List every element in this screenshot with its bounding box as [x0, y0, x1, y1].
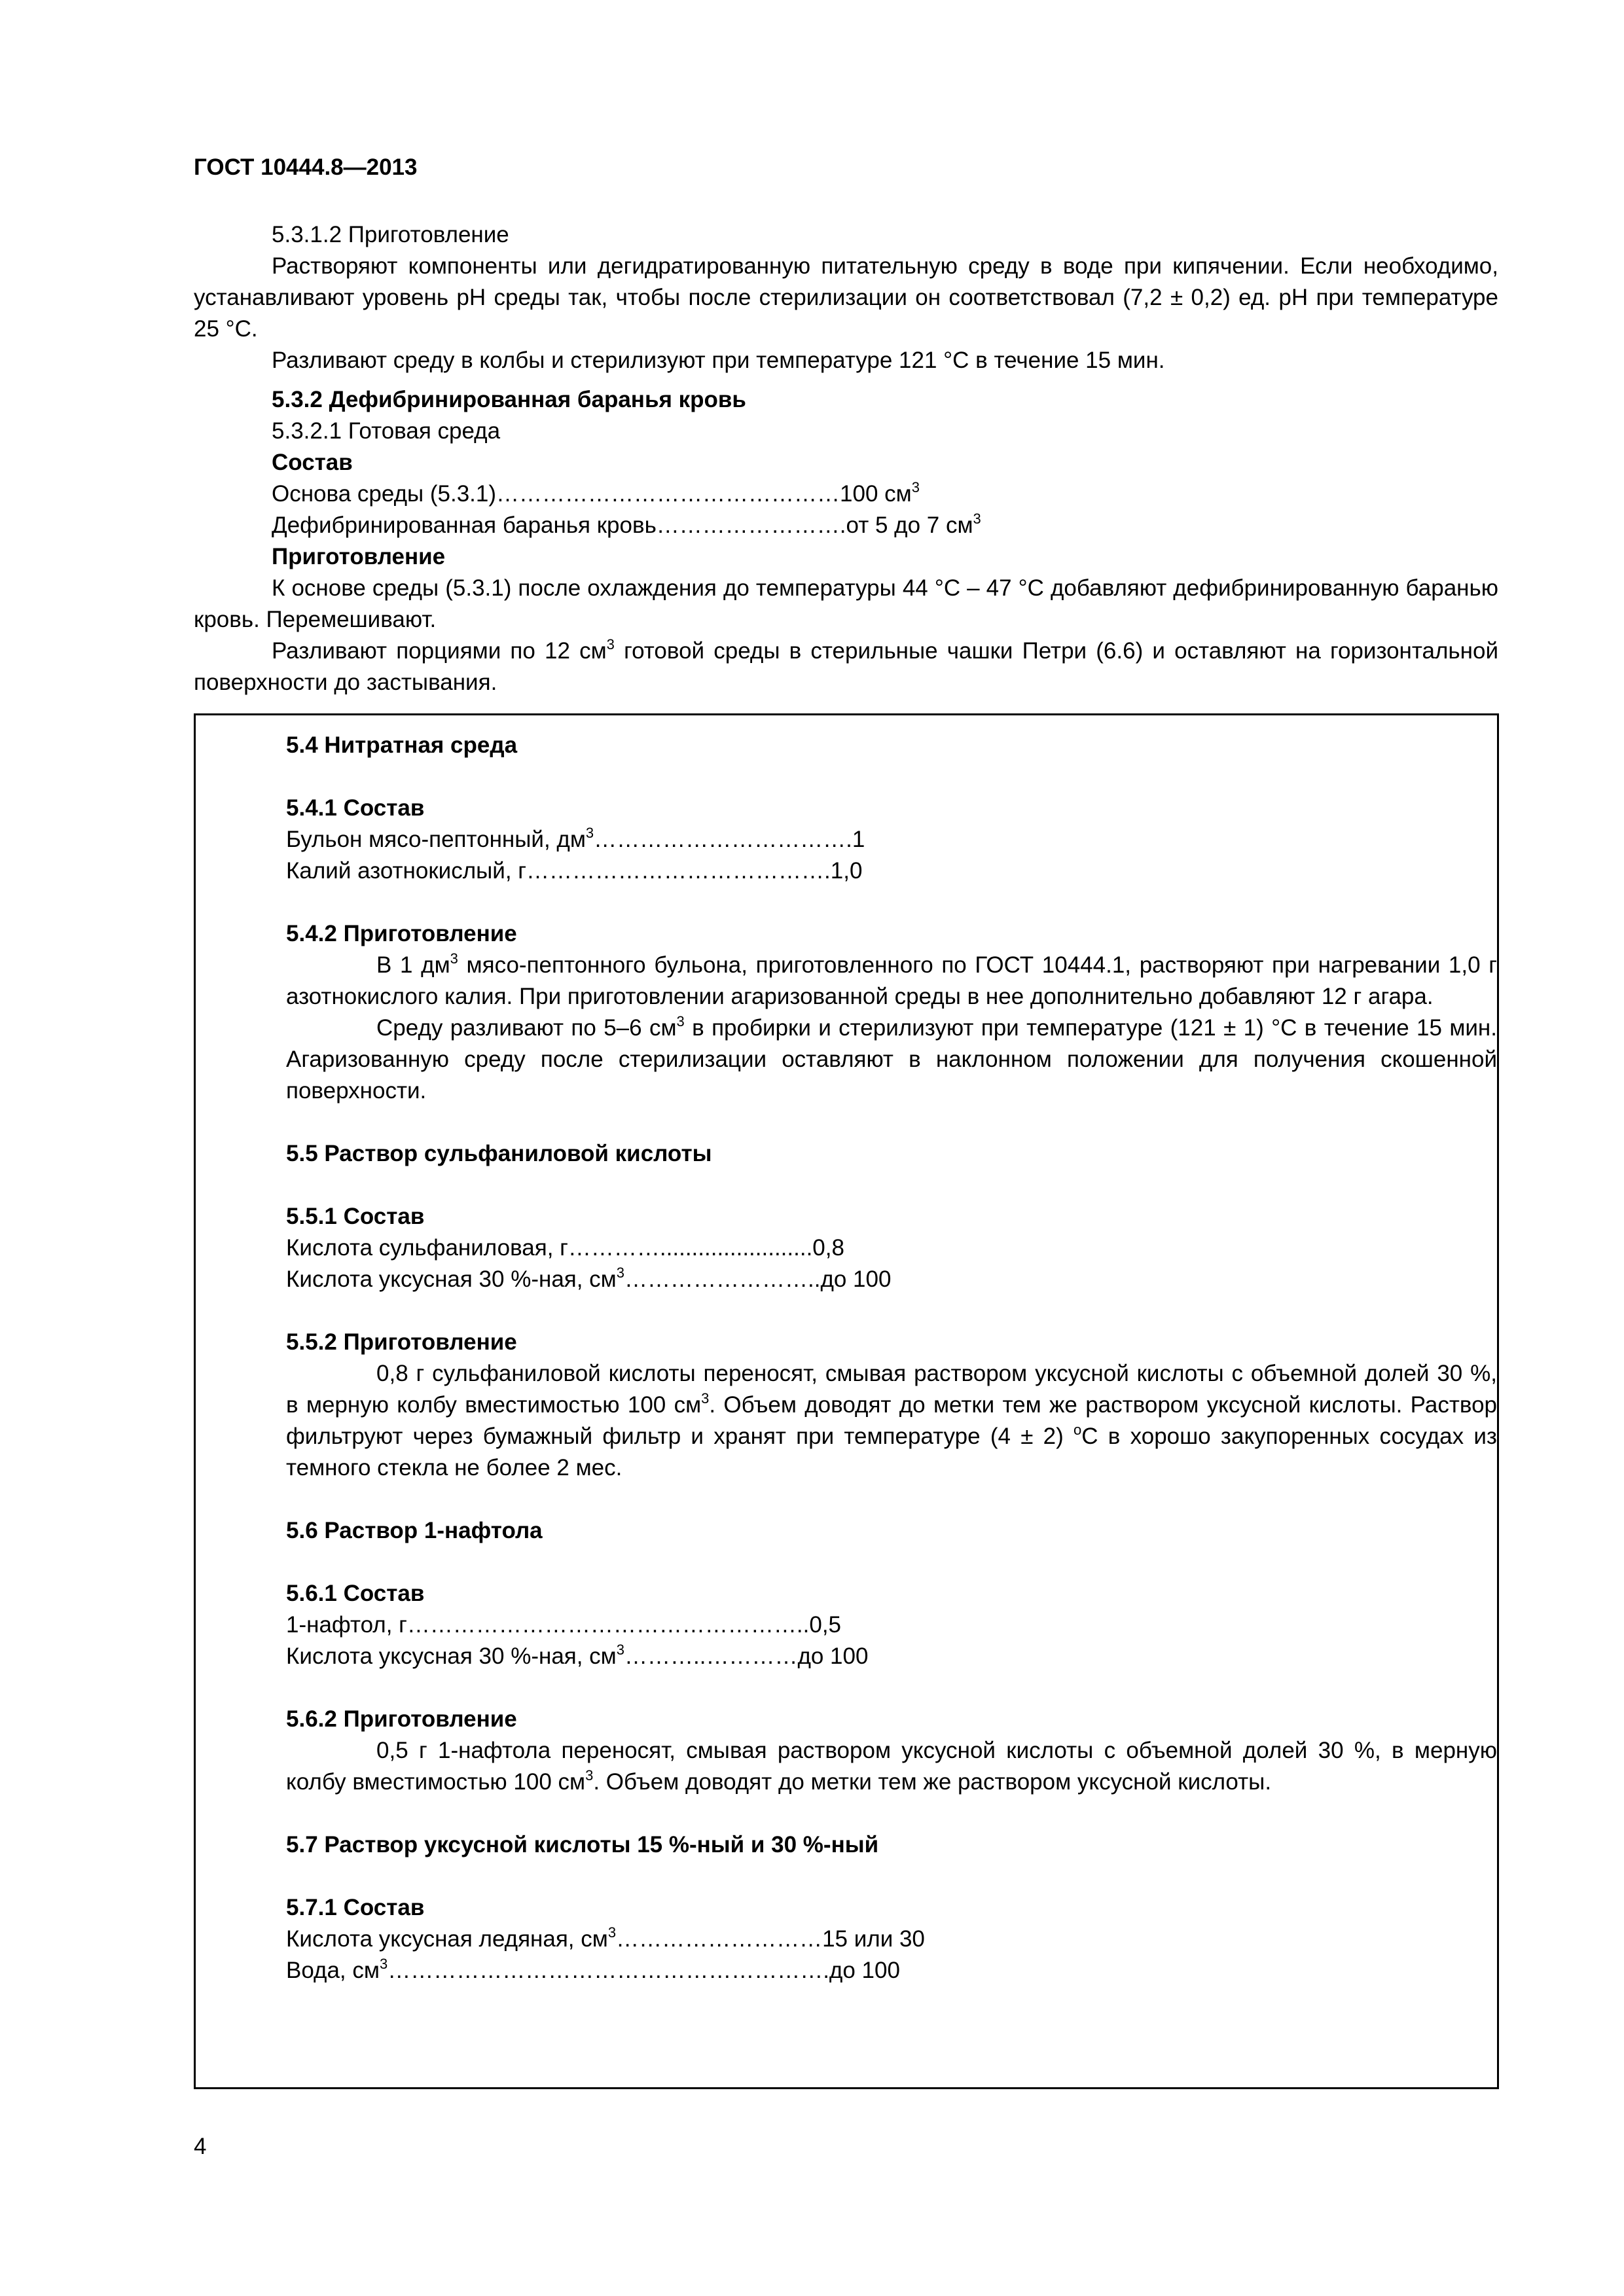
section-5-4-1-title: 5.4.1 Состав — [286, 795, 425, 821]
composition-line: 1-нафтол, г……………………………………………..0,5 — [286, 1612, 842, 1638]
paragraph: Разливают порциями по 12 $см^3$ готовой среды в стерильные чашки Петри (6.6) и оставляют на горизонтальной поверхности до застывания. — [194, 636, 1498, 695]
section-5-7-1-title: 5.7.1 Состав — [286, 1895, 425, 1920]
section-5-6-title: 5.6 Раствор 1-нафтола — [286, 1518, 543, 1543]
paragraph: Среду разливают по 5–6 $см^3$ в пробирки и стерилизуют при температуре (121 ± 1) °С в течение 15 мин. Агаризованную среду после стерилизации оставляют в наклонном положении для получения скошенной поверхности. — [286, 1013, 1497, 1103]
section-5-3-2-title: 5.3.2 Дефибринированная баранья кровь — [272, 387, 746, 412]
composition-line: Бульон мясо-пептонный, $дм^3\dots\dots\dots\dots\dots\dots\dots\dots\dots\dots\dots.1$ — [286, 825, 865, 852]
paragraph: Разливают среду в колбы и стерилизуют при температуре 121 °С в течение 15 мин. — [272, 348, 1165, 373]
paragraph: 0,8 г сульфаниловой кислоты переносят, смывая раствором уксусной кислоты с объемной долей 30 %, в мерную колбу вместимостью 100 $см^3$. Объем доводят до метки тем же раствором уксусной кислоты. Раствор фильтруют через бумажный фильтр и хранят при температуре (4 ± 2) $^о$С в хорошо закупоренных сосудах из темного стекла не более 2 мес. — [286, 1361, 1497, 1480]
section-5-6-2-title: 5.6.2 Приготовление — [286, 1706, 517, 1732]
composition-line: Вода, $см^3\dots\dots\dots\dots\dots\dots\dots\dots\dots\dots\dots\dots\dots\dots\dots\dots\dots\dots\dots.до$ 100 — [286, 1956, 900, 1983]
section-5-3-2-1-title: 5.3.2.1 Готовая среда — [272, 418, 501, 444]
section-5-5-2-title: 5.5.2 Приготовление — [286, 1329, 517, 1355]
composition-line: Калий азотнокислый, г………………………………….1,0 — [286, 858, 863, 884]
composition-line: Кислота сульфаниловая, г…………........................0,8 — [286, 1235, 844, 1261]
paragraph: 0,5 г 1-нафтола переносят, смывая раствором уксусной кислоты с объемной долей 30 %, в мерную колбу вместимостью 100 $см^3$. Объем доводят до метки тем же раствором уксусной кислоты. — [286, 1738, 1497, 1795]
paragraph: К основе среды (5.3.1) после охлаждения до температуры 44 °С – 47 °С добавляют дефибринированную баранью кровь. Перемешивают. — [194, 575, 1498, 632]
section-5-4-title: 5.4 Нитратная среда — [286, 732, 518, 758]
composition-line: Основа среды (5.3.1)………………………………………100 $см^3$ — [272, 479, 920, 507]
box-content — [286, 730, 1497, 1986]
section-5-7-title: 5.7 Раствор уксусной кислоты 15 %-ный и 30 %-ный — [286, 1832, 879, 1857]
section-5-5-title: 5.5 Раствор сульфаниловой кислоты — [286, 1141, 712, 1166]
composition-line: Дефибринированная баранья кровь…………………….от 5 до 7 $см^3$ — [272, 511, 981, 538]
preparation-heading: Приготовление — [272, 544, 446, 569]
document-header: ГОСТ 10444.8—2013 — [194, 154, 418, 180]
composition-heading: Состав — [272, 450, 353, 475]
paragraph: В 1 $дм^3$ мясо-пептонного бульона, приготовленного по ГОСТ 10444.1, растворяют при нагревании 1,0 г азотнокислого калия. При приготовлении агаризованной среды в нее дополнительно добавляют 12 г агара. — [286, 950, 1498, 1009]
page-number: 4 — [194, 2134, 207, 2159]
composition-line: Кислота уксусная ледяная, $см^3\dots\dots\dots\dots\dots\dots\dots\dots\dots 15$ или 30 — [286, 1924, 925, 1952]
framed-amendment-box — [194, 713, 1499, 2089]
main-text — [194, 219, 1498, 698]
composition-line: Кислота уксусная 30 %-ная, $см^3\dots\dots\dots\dots\dots\dots\dots\dots..до$ 100 — [286, 1265, 892, 1292]
section-5-4-2-title: 5.4.2 Приготовление — [286, 921, 517, 946]
section-5-6-1-title: 5.6.1 Состав — [286, 1581, 425, 1606]
section-5-5-1-title: 5.5.1 Состав — [286, 1204, 425, 1229]
paragraph: Растворяют компоненты или дегидратированную питательную среду в воде при кипячении. Если необходимо, устанавливают уровень pH среды так, чтобы после стерилизации он соответствовал (7,2 ± 0,2) ед. pH при температуре 25 °С. — [194, 253, 1498, 342]
composition-line: Кислота уксусная 30 %-ная, $см^3\dots\dots\dots..\dots\dots\dots\dots до$ 100 — [286, 1641, 869, 1669]
section-5-3-1-2-title: 5.3.1.2 Приготовление — [272, 222, 509, 247]
